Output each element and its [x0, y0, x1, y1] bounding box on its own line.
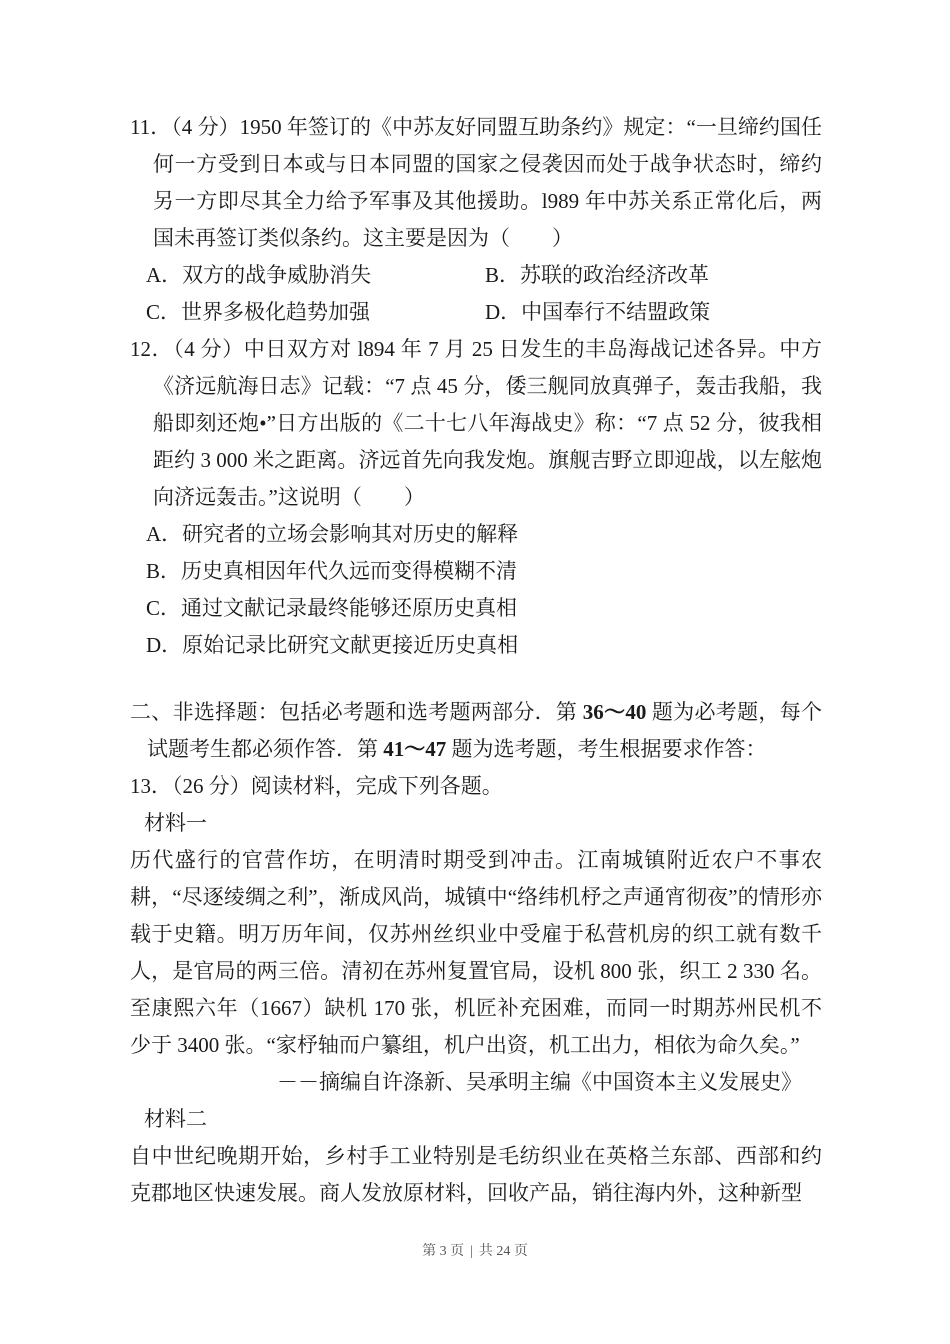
footer-total-pages: 共 24 页 [478, 1244, 528, 1259]
question-12-options-row-3 [146, 590, 822, 627]
question-11-number: 11． [130, 115, 172, 139]
question-13-text: （26 分）阅读材料，完成下列各题。 [172, 774, 503, 798]
option-text: 中国奉行不结盟政策 [521, 300, 711, 324]
question-12-options-row-4 [146, 627, 822, 664]
section-2-heading-part1: 二、非选择题：包括必考题和选考题两部分．第 [130, 700, 583, 724]
option-text: 研究者的立场会影响其对历史的解释 [182, 522, 519, 546]
section-2-heading [130, 694, 822, 768]
option-label: B． [146, 559, 182, 583]
question-12-number: 12． [130, 337, 174, 361]
option-12-a [146, 516, 518, 553]
question-12-options-row-1 [146, 516, 822, 553]
option-text: 历史真相因年代久远而变得模糊不清 [181, 559, 518, 583]
material-2-text: 自中世纪晚期开始，乡村手工业特别是毛纺织业在英格兰东部、西部和约克郡地区快速发展。商人发放原材料，回收产品，销往海内外，这种新型 [130, 1144, 822, 1205]
option-label: D． [146, 633, 183, 657]
option-label: B． [485, 263, 521, 287]
question-12-text: （4 分）中日双方对 l894 年 7 月 25 日发生的丰岛海战记述各异。中方《济远航海日志》记载：“7 点 45 分，倭三舰同放真弹子，轰击我船，我船即刻还炮•”日方出版的《二十七八年海战史》称：“7 点 52 分，彼我相距约 3 000 米之距离。济远首先向我发炮。旗舰吉野立即迎战，以左舷炮向济远轰击。”这说明（ ） [153, 337, 822, 509]
option-11-b [485, 257, 709, 294]
option-11-d [485, 294, 710, 331]
section-2-elective-range: 41～47 [383, 737, 447, 761]
option-text: 苏联的政治经济改革 [520, 263, 710, 287]
option-12-c [146, 590, 517, 627]
material-2-label: 材料二 [144, 1107, 207, 1131]
question-11-options [130, 257, 822, 331]
footer-separator: | [470, 1244, 473, 1259]
page-footer [0, 1244, 950, 1260]
option-11-a [146, 257, 485, 294]
page-content [130, 0, 822, 1212]
option-text: 通过文献记录最终能够还原历史真相 [181, 596, 518, 620]
material-1-text: 历代盛行的官营作坊，在明清时期受到冲击。江南城镇附近农户不事农耕，“尽逐绫绸之利”，渐成风尚，城镇中“络纬机杼之声通宵彻夜”的情形亦载于史籍。明万历年间，仅苏州丝织业中受雇于私营机房的织工就有数千人，是官局的两三倍。清初在苏州复置官局，设机 800 张，织工 2 330 名。至康熙六年（1667）缺机 170 张，机匠补充困难，而同一时期苏州民机不少于 3400 张。“家杼轴而户纂组，机户出资，机工出力，相依为命久矣。” [130, 848, 822, 1057]
option-11-c [146, 294, 485, 331]
question-11-options-row-2 [146, 294, 822, 331]
option-text: 原始记录比研究文献更接近历史真相 [182, 633, 519, 657]
option-12-d [146, 627, 518, 664]
question-11-stem [130, 109, 822, 257]
option-label: A． [146, 263, 183, 287]
material-1-source: －－摘编自许涤新、吴承明主编《中国资本主义发展史》 [277, 1070, 802, 1094]
option-label: A． [146, 522, 183, 546]
material-1-label: 材料一 [144, 811, 207, 835]
question-13-number: 13． [130, 774, 172, 798]
option-label: C． [146, 596, 182, 620]
question-11-text: （4 分）1950 年签订的《中苏友好同盟互助条约》规定：“一旦缔约国任何一方受到日本或与日本同盟的国家之侵袭因而处于战争状态时，缔约另一方即尽其全力给予军事及其他援助。l989 年中苏关系正常化后，两国未再签订类似条约。这主要是因为（ ） [153, 115, 822, 250]
option-text: 双方的战争威胁消失 [182, 263, 372, 287]
section-2-heading-part3: 题为选考题，考生根据要求作答： [446, 737, 767, 761]
question-11-options-row-1 [146, 257, 822, 294]
question-13-stem [130, 768, 822, 805]
section-2-required-range: 36～40 [582, 700, 647, 724]
option-label: C． [146, 300, 182, 324]
option-label: D． [485, 300, 522, 324]
question-12-options-row-2 [146, 553, 822, 590]
section-2-heading-part2: 题为必考题，每个试题考生都必须作答．第 [147, 700, 822, 761]
footer-current-page: 第 3 页 [422, 1244, 465, 1259]
option-text: 世界多极化趋势加强 [181, 300, 371, 324]
option-12-b [146, 553, 517, 590]
question-12-options [130, 516, 822, 664]
question-12-stem [130, 331, 822, 516]
